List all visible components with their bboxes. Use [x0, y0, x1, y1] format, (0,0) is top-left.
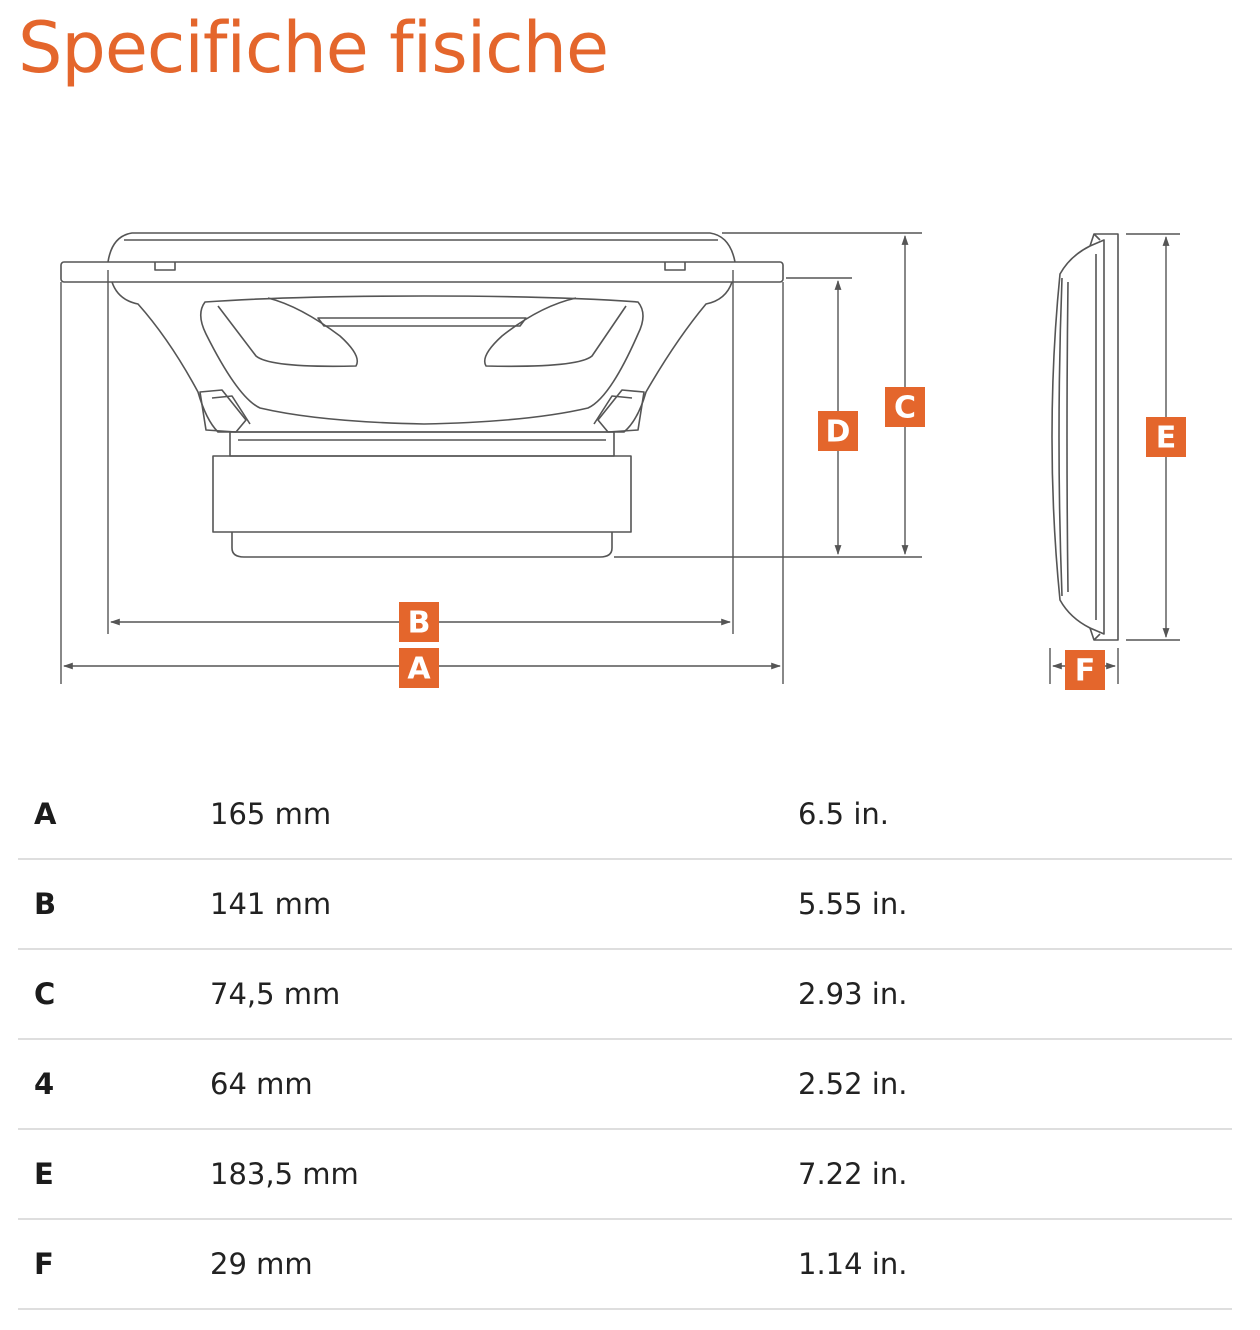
spec-key: C: [18, 949, 210, 1039]
dimension-label-a: [399, 648, 439, 688]
dimension-label-a-text: A: [407, 651, 431, 687]
spec-row: [18, 1129, 1232, 1219]
spec-key: A: [18, 770, 210, 859]
page-title: Specifiche fisiche: [18, 7, 609, 89]
spec-metric-value: 165 mm: [210, 770, 798, 859]
spec-table: [18, 770, 1232, 1310]
spec-metric-value: 64 mm: [210, 1039, 798, 1129]
speaker-side-view: [1052, 234, 1118, 640]
spec-imperial-value: 2.52 in.: [798, 1039, 1232, 1129]
dimension-label-f-text: F: [1074, 653, 1096, 689]
dimension-label-e-text: E: [1155, 420, 1177, 456]
dimension-label-f: [1065, 650, 1105, 690]
spec-row: [18, 770, 1232, 859]
spec-metric-value: 74,5 mm: [210, 949, 798, 1039]
spec-metric-value: 29 mm: [210, 1219, 798, 1309]
spec-metric-value: 141 mm: [210, 859, 798, 949]
dimension-label-b-text: B: [407, 605, 431, 641]
spec-key: B: [18, 859, 210, 949]
dimension-label-d: [818, 411, 858, 451]
spec-row: [18, 1219, 1232, 1309]
dimension-label-d-text: D: [825, 414, 851, 450]
dimension-label-c: [885, 387, 925, 427]
spec-imperial-value: 2.93 in.: [798, 949, 1232, 1039]
spec-imperial-value: 6.5 in.: [798, 770, 1232, 859]
dimension-label-b: [399, 602, 439, 642]
spec-key: 4: [18, 1039, 210, 1129]
spec-row: [18, 859, 1232, 949]
spec-imperial-value: 5.55 in.: [798, 859, 1232, 949]
dimension-label-e: [1146, 417, 1186, 457]
speaker-front-view: [61, 233, 783, 557]
spec-imperial-value: 1.14 in.: [798, 1219, 1232, 1309]
spec-imperial-value: 7.22 in.: [798, 1129, 1232, 1219]
spec-metric-value: 183,5 mm: [210, 1129, 798, 1219]
spec-row: [18, 949, 1232, 1039]
spec-key: E: [18, 1129, 210, 1219]
spec-row: [18, 1039, 1232, 1129]
spec-key: F: [18, 1219, 210, 1309]
dimension-label-c-text: C: [893, 390, 917, 426]
